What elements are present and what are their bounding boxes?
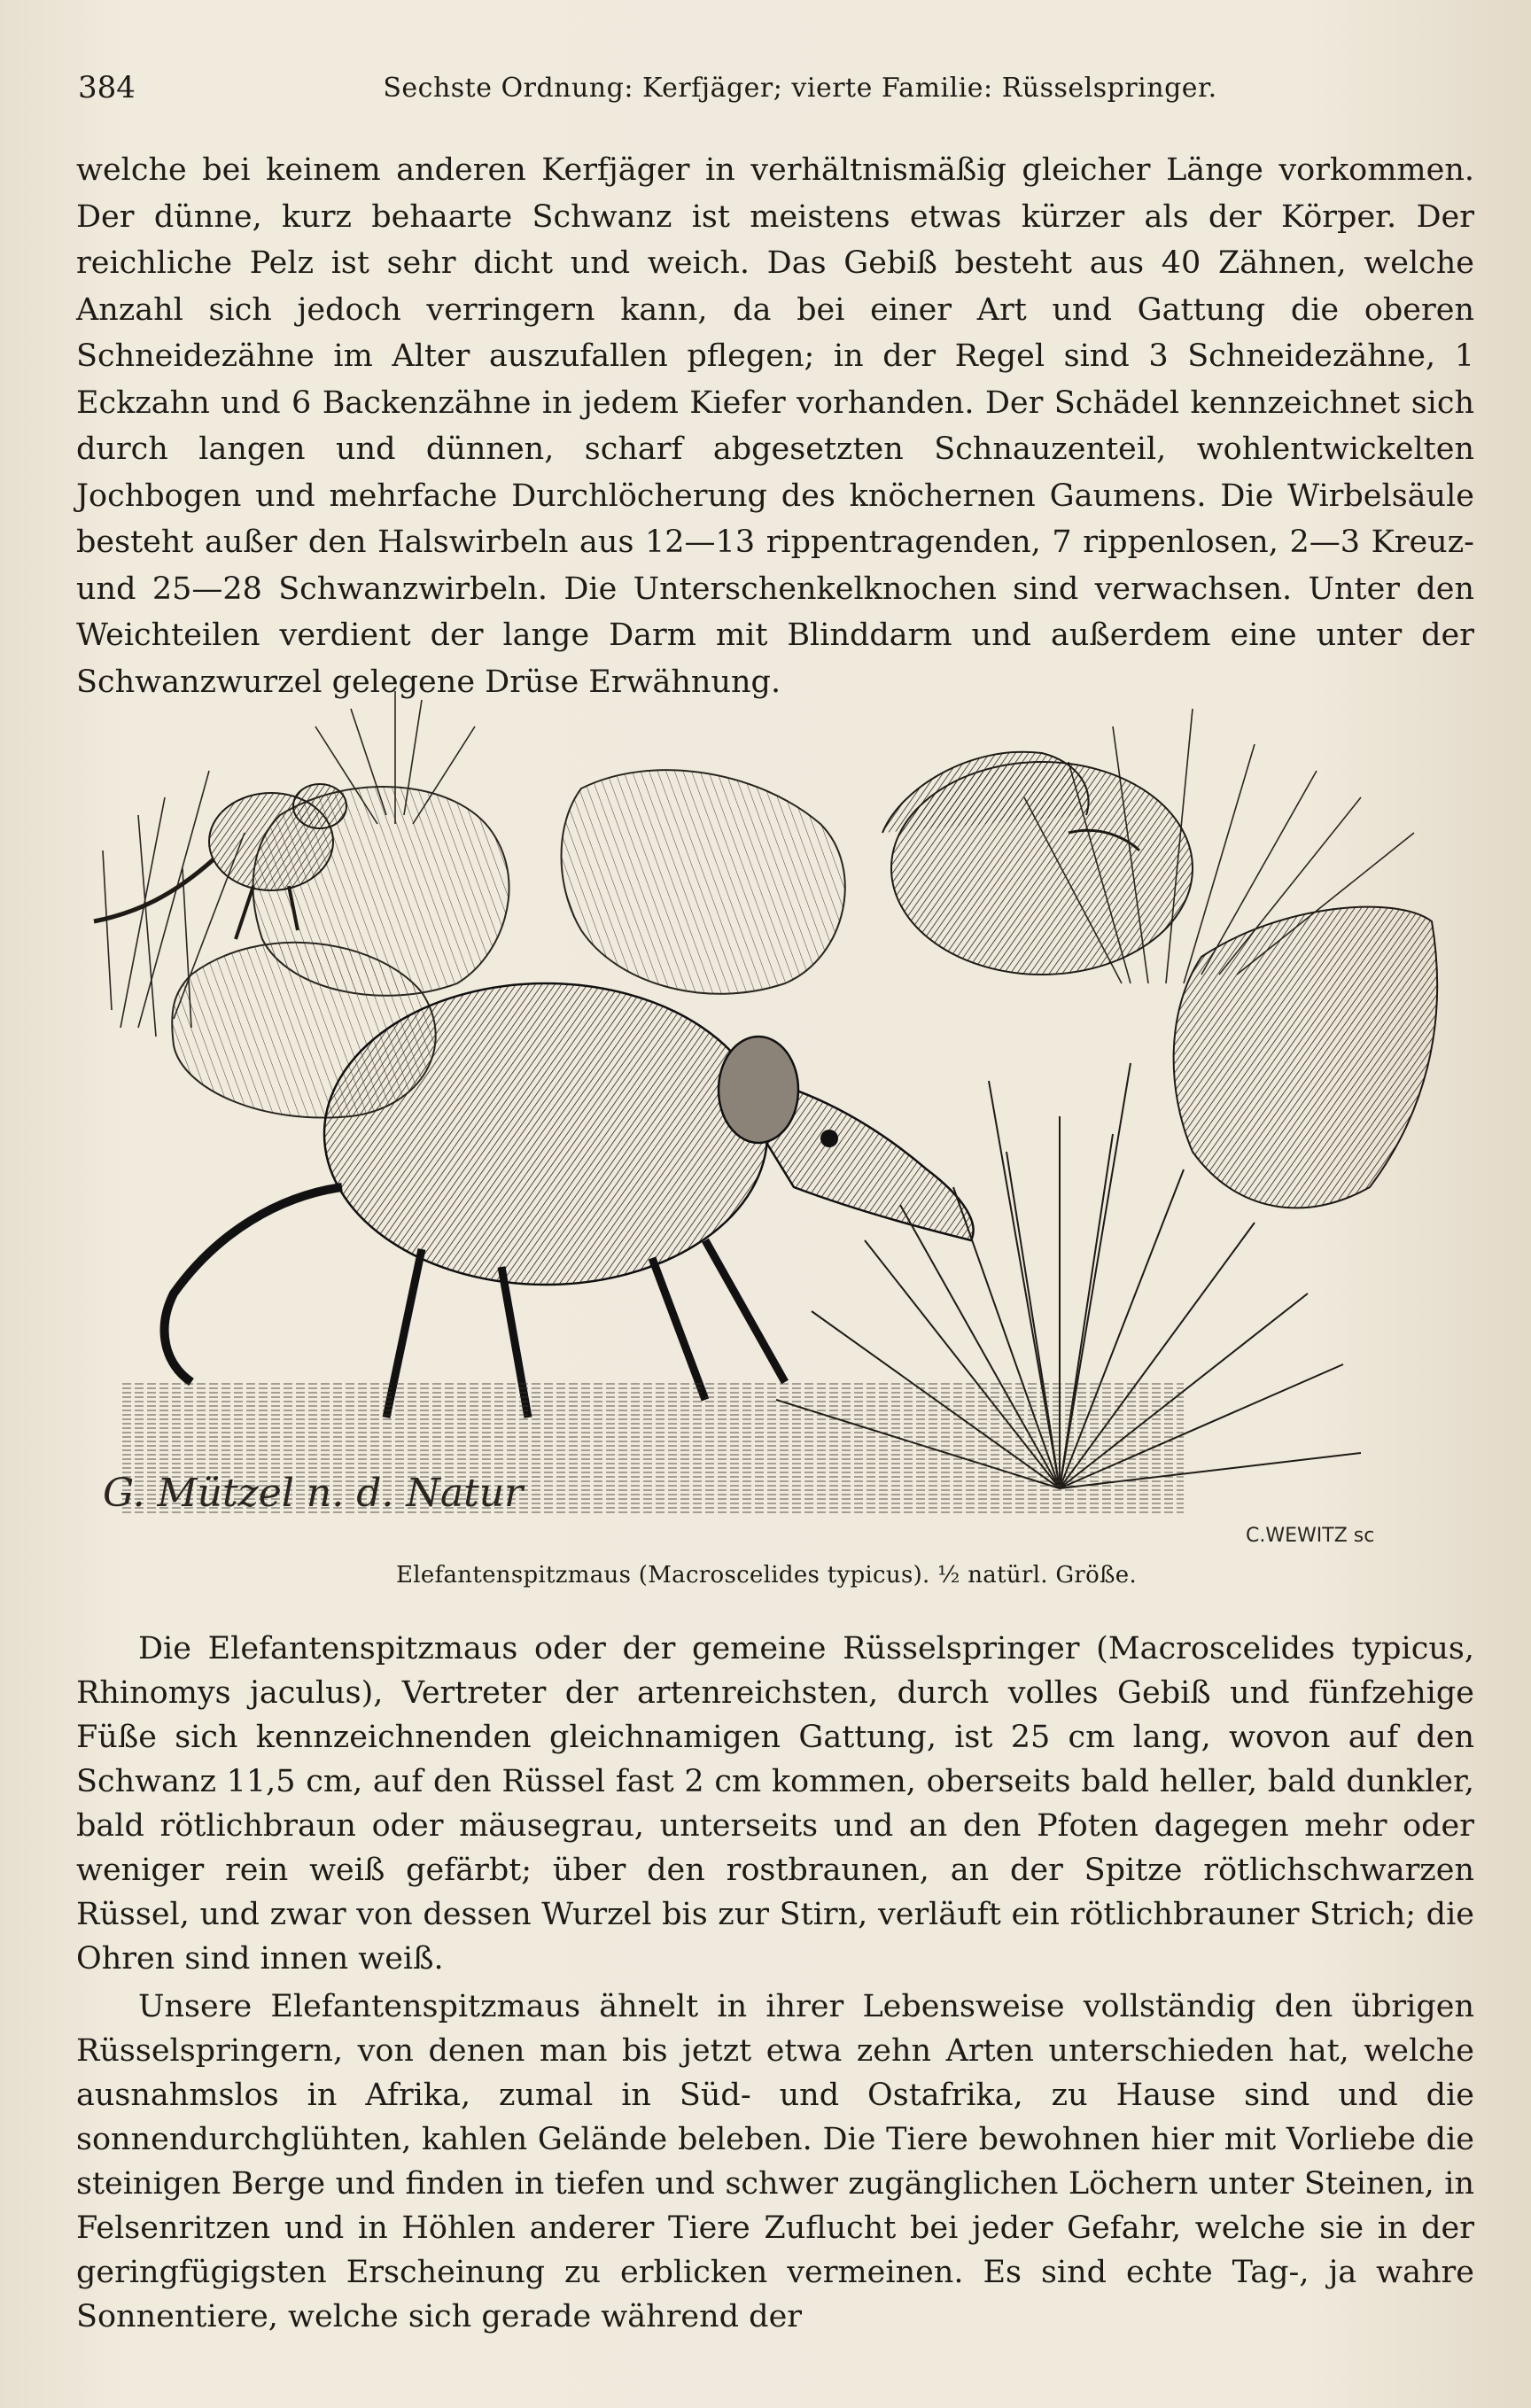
engraving xyxy=(85,691,1467,1559)
paragraph-behaviour: Unsere Elefantenspitzmaus ähnelt in ihrer Lebensweise vollständig den übrigen Rüsselspringern, von denen man bis jetzt etwa zehn Arten unterschieden hat, welche ausnahmslos in Afrika, zumal in Süd- und Ostafrika, zu Hause sind und die sonnendurchglühten, kahlen Gelände beleben. Die Tiere bewohnen hier mit Vorliebe die steinigen Berge und finden in tiefen und schwer zugänglichen Löchern unter Steinen, in Felsenritzen und in Höhlen anderer Tiere Zuflucht bei jeder Gefahr, welche sie in der geringfügigsten Erscheinung zu erblicken vermeinen. Es sind echte Tag-, ja wahre Sonnentiere, welche sich gerade während der xyxy=(76,1989,1474,2334)
shrew-background-right xyxy=(882,752,1193,975)
illustration-elephant-shrews xyxy=(85,691,1467,1559)
engraver-signature: C.WEWITZ sc xyxy=(1246,1525,1375,1547)
rock-right xyxy=(1174,907,1438,1208)
paragraph-anatomy: welche bei keinem anderen Kerfjäger in verhältnismäßig gleicher Länge vorkommen. Der dünne, kurz behaarte Schwanz ist meistens etwas kürzer als der Körper. Der reichliche Pelz ist sehr dicht und weich. Das Gebiß besteht aus 40 Zähnen, welche Anzahl sich jedoch verringern kann, da bei einer Art und Gattung die oberen Schneidezähne im Alter auszufallen pflegen; in der Regel sind 3 Schneidezähne, 1 Eckzahn und 6 Backenzähne in jedem Kiefer vorhanden. Der Schädel kennzeichnet sich durch langen und dünnen, scharf abgesetzten Schnauzenteil, wohlentwickelten Jochbogen und mehrfache Durchlöcherung des knöchernen Gaumens. Die Wirbelsäule besteht außer den Halswirbeln aus 12—13 rippentragenden, 7 rippenlosen, 2—3 Kreuz- und 25—28 Schwanzwirbeln. Die Unterschenkelknochen sind verwachsen. Unter den Weichteilen verdient der lange Darm mit Blinddarm und außerdem eine unter der Schwanzwurzel gelegene Drüse Erwähnung. xyxy=(76,152,1474,700)
artist-signature: G. Mützel n. d. Natur xyxy=(103,1471,524,1516)
running-head xyxy=(78,66,1469,110)
running-title: Sechste Ordnung: Kerfjäger; vierte Familie: Rüsselspringer. xyxy=(383,72,1217,104)
page-number: 384 xyxy=(78,70,136,105)
rock-center xyxy=(562,770,845,994)
figure-caption: Elefantenspitzmaus (Macroscelides typicus). ½ natürl. Größe. xyxy=(395,1562,1138,1589)
paragraph-description: Die Elefantenspitzmaus oder der gemeine Rüsselspringer (Macroscelides typicus, Rhinomys jaculus), Vertreter der artenreichsten, durch volles Gebiß und fünfzehige Füße sich kennzeichnenden gleichnamigen Gattung, ist 25 cm lang, wovon auf den Schwanz 11,5 cm, auf den Rüssel fast 2 cm kommen, oberseits bald heller, bald dunkler, bald rötlichbraun oder mäusegrau, unterseits und an den Pfoten dagegen mehr oder weniger rein weiß gefärbt; über den rostbraunen, an der Spitze rötlichschwarzen Rüssel, und zwar von dessen Wurzel bis zur Stirn, verläuft ein rötlichbrauner Strich; die Ohren sind innen weiß. xyxy=(76,1631,1474,1977)
